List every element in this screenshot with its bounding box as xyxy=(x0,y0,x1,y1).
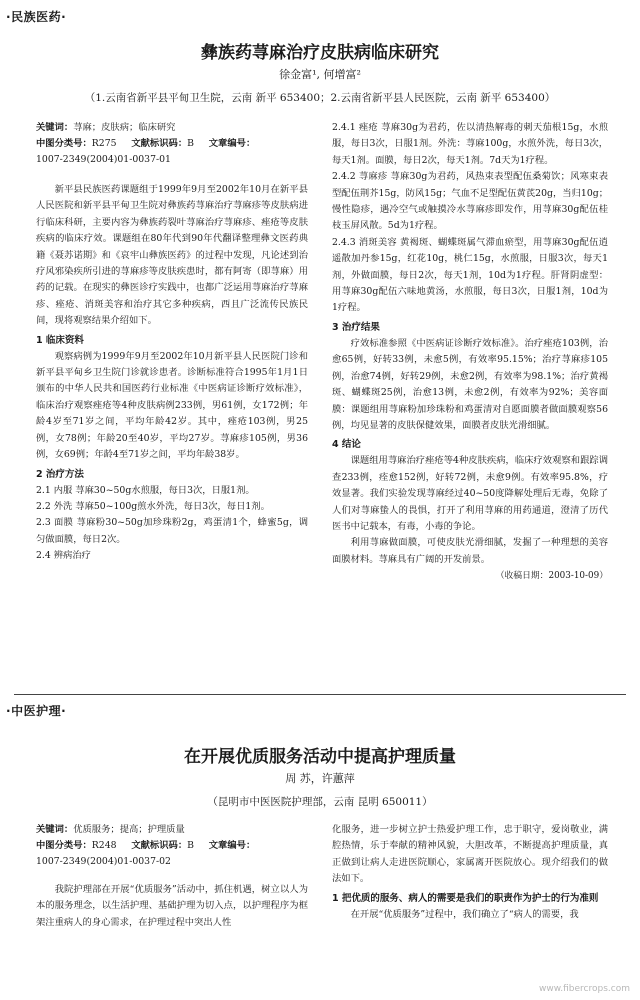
section-tag-ethnic-medicine: ·民族医药· xyxy=(6,10,67,24)
article2-affiliation: （昆明市中医医院护理部，云南 昆明 650011） xyxy=(207,796,433,808)
keywords-line: 关键词：荨麻；皮肤病；临床研究 xyxy=(36,122,176,133)
article-affiliation: （1.云南省新平县平甸卫生院，云南 新平 653400；2.云南省新平县人民医院，云南 新平 653400） xyxy=(84,92,556,104)
method-2-1: 2.1 内服 荨麻30~50g水煎服，每日3次，日服1剂。 xyxy=(36,484,255,496)
article2-right-paragraph: 化服务，进一步树立护士热爱护理工作，忠于职守，爱岗敬业，满腔热情，乐于奉献的精神风貌，大胆改革，不断提高护理质量，真正做到让病人走进医院顺心，家属离开医院放心。现介绍我们的做法如下。 xyxy=(332,824,608,885)
method-2-4-1: 2.4.1 痤疮 荨麻30g为君药，佐以清热解毒的刺天茄根15g，水煎服，每日3次，日服1剂。外洗：荨麻100g，水煎外洗，每日3次，每天1剂。面膜，每日2次，每天1剂。7d天为1疗程。 xyxy=(332,122,608,166)
article-title: 彝族药荨麻治疗皮肤病临床研究 xyxy=(201,43,439,63)
received-date: （收稿日期：2003-10-09） xyxy=(495,571,608,582)
heading-conclusion: 4 结论 xyxy=(332,439,361,451)
article2-paragraph-1: 在开展“优质服务”过程中，我们确立了“病人的需要，我 xyxy=(350,908,579,920)
article2-right-column xyxy=(332,822,608,923)
method-2-3: 2.3 面膜 荨麻粉30~50g加珍珠粉2g，鸡蛋清1个，蜂蜜5g，调匀做面膜，每日2次。 xyxy=(36,517,308,545)
method-2-4: 2.4 辨病治疗 xyxy=(36,550,91,562)
intro-paragraph: 新平县民族医药课题组于1999年9月至2002年10月在新平县人民医院和新平县平甸卫生院对彝族药荨麻治疗荨麻疹等皮肤病进行临床科研，主要内容为彝族药裂叶荨麻治疗荨麻疹、痤疮等皮肤疾病的临床疗效。课题组在80年代到90年代翻译整理彝文医药典籍《聂苏诺期》和《哀牢山彝族医药》的过程中发现，凡论述到治疗风邪染疾所引进的荨麻疹等皮肤疾患时，都有阿寄（即荨麻）用药的记载。在现实的彝医诊疗实践中，也都广泛运用荨麻治疗荨麻疹、痤疮、消斑美容和治疗其它多种疾病，西且广泛流传民族民间，现将观察结果介绍如下。 xyxy=(36,184,308,327)
article2-keywords-line: 关键词：优质服务；提高；护理质量 xyxy=(36,824,185,835)
heading-treatment-results: 3 治疗结果 xyxy=(332,321,380,333)
clinical-paragraph: 观察病例为1999年9月至2002年10月新平县人民医院门诊和新平县平甸乡卫生院门诊就诊患者。诊断标准符合1995年1月1日颁布的中华人民共和国医药行业标准《中医病证诊断疗效标准》，临床治疗观察痤疮等4种皮肤病例233例，男61例，女172例；年龄4岁至71岁之间，平均年龄42岁。其中，痤疮103例，男25例，女78例；年龄20至40岁，平均27岁。荨麻疹105例，男36例，女69例；年龄4至71岁之间，平均年龄38岁。 xyxy=(36,350,308,461)
article2-heading-1: 1 把优质的服务、病人的需要是我们的职责作为护士的行为准则 xyxy=(332,892,599,904)
heading-clinical-data: 1 临床资料 xyxy=(36,334,84,346)
results-paragraph: 疗效标准参照《中医病证诊断疗效标准》。治疗痤疮103例，治愈65例，好转33例，未愈5例，有效率95.15%；治疗荨麻疹105例，治愈74例，好转29例，未愈2例，有效率为98.1%；治疗黄褐斑、蝴蝶斑25例，治愈13例，未愈2例，有效率为92%；美容面膜：课题组用荨麻粉加珍珠粉和鸡蛋清对自愿面膜者做面膜观察56例，均见显著的皮肤保健效果，面膜者皮肤光滑细腻。 xyxy=(332,337,608,431)
article-authors: 徐金富¹, 何增富² xyxy=(279,68,361,81)
article2-classification-line: 中图分类号：R248 文献标识码：B 文章编号： xyxy=(36,840,256,851)
section-tag-tcm-nursing: ·中医护理· xyxy=(6,704,67,718)
article2-left-column xyxy=(36,822,308,931)
conclusion-paragraph-2: 利用荨麻做面膜，可使皮肤光滑细腻，发掘了一种理想的美容面膜材料。荨麻具有广阔的开发前景。 xyxy=(332,537,608,565)
method-2-4-2: 2.4.2 荨麻疹 荨麻30g为君药，风热束表型配伍桑菊饮；风寒束表型配伍荆芥15g，防风15g；气血不足型配伍黄芪20g，当归10g；慢性隐疹，遇冷空气或触摸冷水荨麻疹即发作，用荨麻30g配伍桂枝玉屏风散。5d为1疗程。 xyxy=(332,171,608,232)
article-number: 1007-2349(2004)01-0037-01 xyxy=(36,154,171,165)
method-2-2: 2.2 外洗 荨麻50~100g煎水外洗，每日3次，每日1剂。 xyxy=(36,500,270,512)
heading-treatment-method: 2 治疗方法 xyxy=(36,468,84,480)
method-2-4-3: 2.4.3 消斑美容 黄褐斑、蝴蝶斑属气滞血瘀型，用荨麻30g配伍逍遥散加丹参15g，红花10g，桃仁15g，水煎服，日服3次，每天1剂，外做面膜，每日2次，每天1剂，10d为1疗程。肝肾阴虚型：用荨麻30g配伍六味地黄汤，水煎服，每日3次，日服1剂，10d为1疗程。 xyxy=(332,236,608,314)
article1-right-column xyxy=(332,120,608,585)
classification-line: 中图分类号：R275 文献标识码：B 文章编号： xyxy=(36,138,256,149)
article1-left-column xyxy=(36,120,308,565)
conclusion-paragraph-1: 课题组用荨麻治疗痤疮等4种皮肤疾病，临床疗效观察和跟踪调查233例，痊愈152例，好转72例，未愈9例。有效率95.8%，疗效显著。我们实验发现荨麻经过40~50度降解处理后无毒，免除了人们对荨麻蛰人的畏惧，打开了利用荨麻的用药通道，澄清了历代医书中记载本，有毒，小毒的争论。 xyxy=(332,455,608,532)
article2-article-number: 1007-2349(2004)01-0037-02 xyxy=(36,856,171,867)
article-divider xyxy=(14,694,626,695)
article2-title: 在开展优质服务活动中提高护理质量 xyxy=(184,747,456,767)
article2-authors: 周 苏，许蕙萍 xyxy=(285,772,355,785)
article2-intro-paragraph: 我院护理部在开展“优质服务”活动中，抓住机遇，树立以人为本的服务理念，以生活护理、基础护理为切入点，以护理程序为框架注重病人的身心需求，在护理过程中突出人性 xyxy=(36,884,308,928)
site-watermark: www.fibercrops.com xyxy=(539,984,630,994)
